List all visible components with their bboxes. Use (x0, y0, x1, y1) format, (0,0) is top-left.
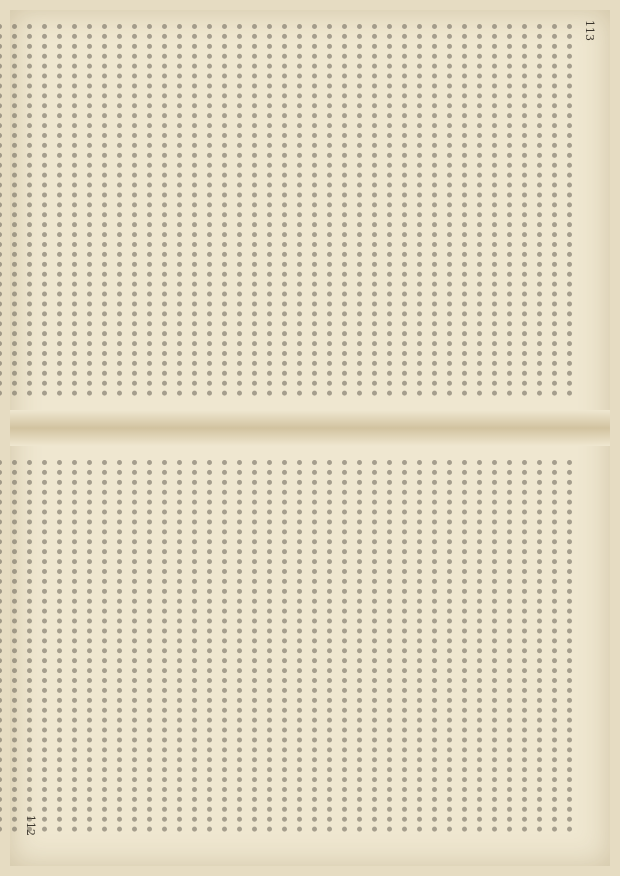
text-line (27, 24, 40, 396)
text-line (567, 460, 580, 832)
text-line (417, 460, 430, 832)
text-line (492, 460, 505, 832)
text-line (507, 24, 520, 396)
text-line (297, 460, 310, 832)
text-line (147, 460, 160, 832)
right-page (10, 10, 610, 410)
text-line (417, 24, 430, 396)
text-line (132, 24, 145, 396)
text-line (162, 460, 175, 832)
text-line (522, 24, 535, 396)
binding-gutter (10, 410, 610, 446)
text-line (57, 460, 70, 832)
text-line (222, 460, 235, 832)
text-line (192, 24, 205, 396)
text-line (87, 24, 100, 396)
text-line (537, 460, 550, 832)
text-line (147, 24, 160, 396)
left-page (10, 446, 610, 846)
text-line (0, 24, 10, 396)
text-line (477, 24, 490, 396)
text-line (522, 460, 535, 832)
text-line (372, 24, 385, 396)
text-line (162, 24, 175, 396)
text-line (267, 24, 280, 396)
text-line (87, 460, 100, 832)
page-number: 112 (24, 815, 37, 836)
text-line (492, 24, 505, 396)
text-line (312, 460, 325, 832)
text-line (537, 24, 550, 396)
text-line (312, 24, 325, 396)
text-line (102, 460, 115, 832)
text-line (387, 460, 400, 832)
book-spread (10, 10, 610, 866)
text-line (27, 460, 40, 832)
text-line (177, 460, 190, 832)
text-line (222, 24, 235, 396)
text-line (402, 460, 415, 832)
page-number: 113 (583, 20, 596, 41)
text-line (267, 460, 280, 832)
text-line (207, 460, 220, 832)
page-text (40, 24, 580, 396)
text-line (12, 24, 25, 396)
text-line (72, 460, 85, 832)
text-line (432, 460, 445, 832)
text-line (117, 460, 130, 832)
text-line (507, 460, 520, 832)
text-line (177, 24, 190, 396)
text-line (237, 460, 250, 832)
text-line (552, 460, 565, 832)
text-line (297, 24, 310, 396)
text-line (117, 24, 130, 396)
text-line (477, 460, 490, 832)
page-text (40, 460, 580, 832)
text-line (372, 460, 385, 832)
text-line (432, 24, 445, 396)
text-line (192, 460, 205, 832)
text-line (57, 24, 70, 396)
text-line (387, 24, 400, 396)
text-line (0, 460, 10, 832)
text-line (282, 460, 295, 832)
text-line (342, 460, 355, 832)
text-line (252, 24, 265, 396)
text-line (327, 24, 340, 396)
text-line (342, 24, 355, 396)
text-line (207, 24, 220, 396)
text-line (72, 24, 85, 396)
text-line (447, 24, 460, 396)
text-line (102, 24, 115, 396)
text-line (12, 460, 25, 832)
text-line (357, 460, 370, 832)
text-line (552, 24, 565, 396)
text-line (357, 24, 370, 396)
text-line (462, 24, 475, 396)
text-line (447, 460, 460, 832)
text-line (282, 24, 295, 396)
text-line (237, 24, 250, 396)
text-line (567, 24, 580, 396)
text-line (42, 460, 55, 832)
text-line (132, 460, 145, 832)
text-line (42, 24, 55, 396)
text-line (402, 24, 415, 396)
text-line (327, 460, 340, 832)
text-line (462, 460, 475, 832)
text-line (252, 460, 265, 832)
